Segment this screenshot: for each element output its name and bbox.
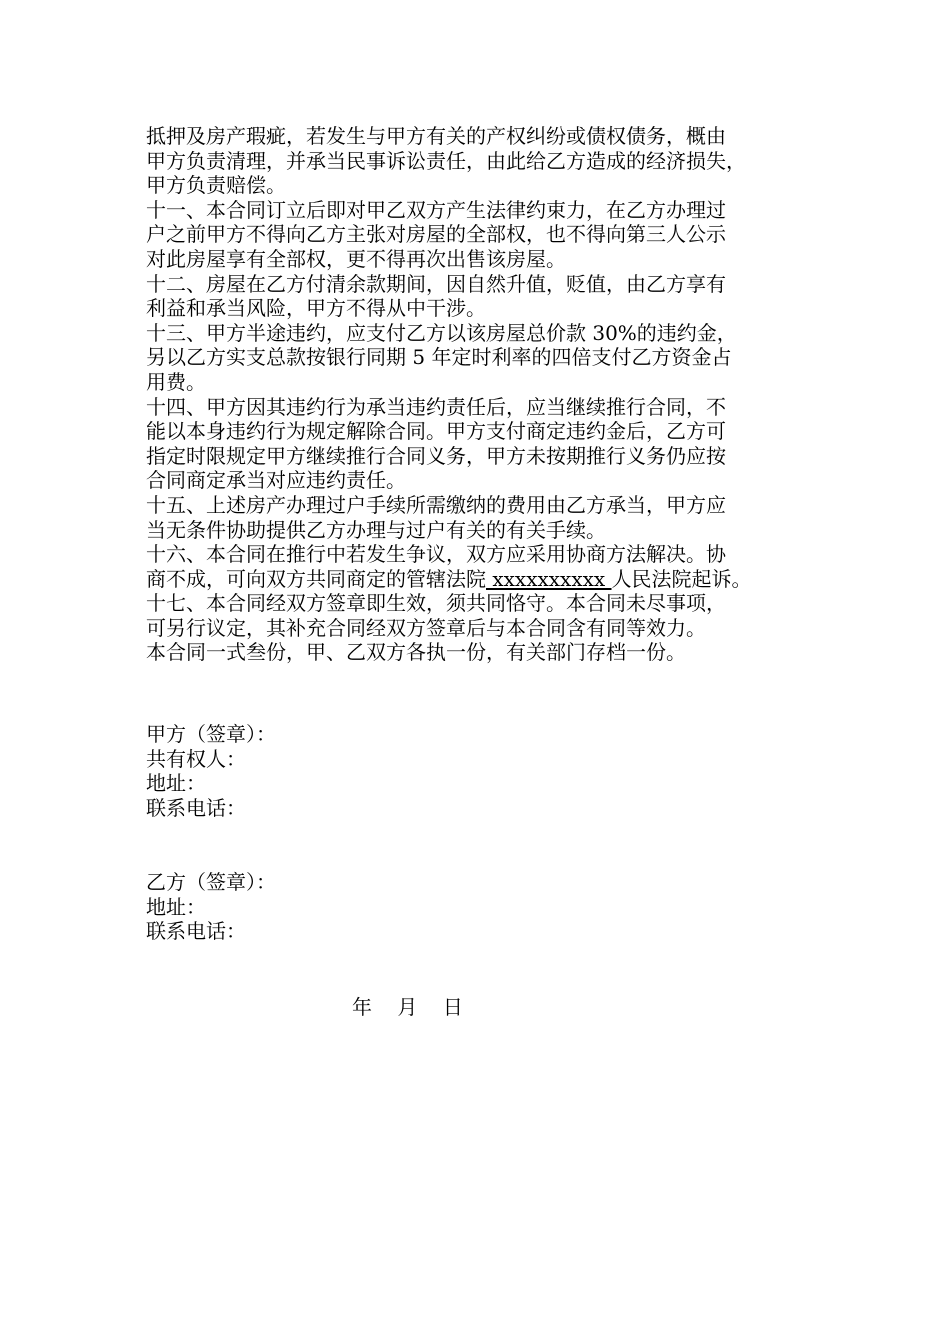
clause-17-line: 十七、本合同经双方签章即生效，须共同恪守。本合同未尽事项， [146,591,726,616]
clause-13-line: 十三、甲方半途违约，应支付乙方以该房屋总价款 30%的违约金， [146,320,737,345]
party-a-phone-label: 联系电话： [146,795,246,820]
text-line: 另以乙方实支总款按银行同期 5 年定时利率的四倍支付乙方资金占 [146,345,732,370]
copies-line: 本合同一式叁份，甲、乙双方各执一份，有关部门存档一份。 [146,640,686,665]
text-line: 甲方负责赔偿。 [146,173,286,198]
court-line-before: 商不成，可向双方共同商定的管辖法院 [146,566,486,591]
text-line: 当无条件协助提供乙方办理与过户有关的有关手续。 [146,517,606,542]
text-line: 可另行议定，其补充合同经双方签章后与本合同含有同等效力。 [146,615,706,640]
court-line-after: 人民法院起诉。 [611,566,752,591]
clause-12-line: 十二、房屋在乙方付清余款期间，因自然升值，贬值，由乙方享有 [146,271,726,296]
clause-11-line: 十一、本合同订立后即对甲乙双方产生法律约束力，在乙方办理过 [146,197,726,222]
clause-15-line: 十五、上述房产办理过户手续所需缴纳的费用由乙方承当，甲方应 [146,492,726,517]
text-line: 抵押及房产瑕疵，若发生与甲方有关的产权纠纷或债权债务，概由 [146,124,726,148]
party-b-phone-label: 联系电话： [146,919,246,944]
text-line: 能以本身违约行为规定解除合同。甲方支付商定违约金后，乙方可 [146,419,726,444]
clause-14-line: 十四、甲方因其违约行为承当违约责任后，应当继续推行合同，不 [146,394,726,419]
text-line: 甲方负责清理，并承当民事诉讼责任，由此给乙方造成的经济损失， [146,148,746,173]
court-clause-line [146,567,818,592]
contract-body [146,124,818,665]
party-a-address-label: 地址： [146,771,206,796]
clause-16-line: 十六、本合同在推行中若发生争议，双方应采用协商方法解决。协 [146,542,726,567]
party-a-co-owner-label: 共有权人： [146,746,246,771]
text-line: 对此房屋享有全部权，更不得再次出售该房屋。 [146,246,566,271]
text-line: 利益和承当风险，甲方不得从中干涉。 [146,296,486,321]
party-a-seal-label: 甲方（签章）： [146,722,276,746]
court-name-field: xxxxxxxxxx [486,566,612,591]
date-line: 年 月 日 [352,995,463,1019]
text-line: 合同商定承当对应违约责任。 [146,468,406,493]
party-b-address-label: 地址： [146,894,206,919]
party-a-signature-block [146,722,276,820]
text-line: 用费。 [146,369,206,394]
text-line: 户之前甲方不得向乙方主张对房屋的全部权，也不得向第三人公示 [146,222,726,247]
party-b-seal-label: 乙方（签章）： [146,870,276,894]
text-line: 指定时限规定甲方继续推行合同义务，甲方未按期推行义务仍应按 [146,443,726,468]
party-b-signature-block [146,870,276,944]
